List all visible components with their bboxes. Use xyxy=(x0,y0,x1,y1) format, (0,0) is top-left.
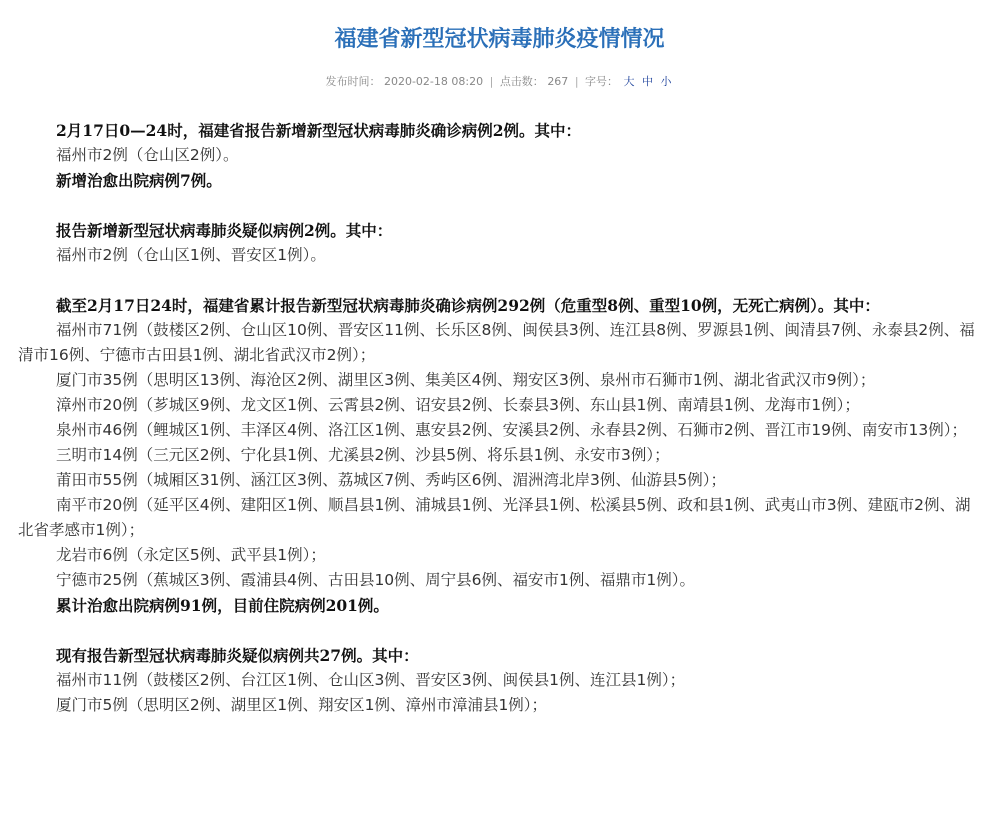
current-suspected-heading: 现有报告新型冠状病毒肺炎疑似病例共27例。其中： xyxy=(56,646,419,665)
cumulative-ningde: 宁德市25例（蕉城区3例、霞浦县4例、古田县10例、周宁县6例、福安市1例、福鼎市1例）。 xyxy=(56,571,696,589)
new-suspected-fuzhou: 福州市2例（仓山区1例、晋安区1例）。 xyxy=(56,246,326,264)
clicks-count: 267 xyxy=(547,75,569,88)
new-confirmed-fuzhou: 福州市2例（仓山区2例）。 xyxy=(56,146,239,164)
paragraph-spacer xyxy=(18,193,980,218)
current-suspected-xiamen: 厦门市5例（思明区2例、湖里区1例、翔安区1例、漳州市漳浦县1例）； xyxy=(56,696,548,714)
meta-divider: | xyxy=(489,75,494,88)
cumulative-sanming: 三明市14例（三元区2例、宁化县1例、尤溪县2例、沙县5例、将乐县1例、永安市3例）； xyxy=(56,446,670,464)
cumulative-fuzhou: 福州市71例（鼓楼区2例、仓山区10例、晋安区11例、长乐区8例、闽侯县3例、连江县8例、罗源县1例、闽清县7例、永泰县2例、福清市16例、宁德市古田县1例、湖北省武汉市2例）； xyxy=(18,321,975,364)
cumulative-longyan: 龙岩市6例（永定区5例、武平县1例）； xyxy=(56,546,326,564)
cumulative-zhangzhou: 漳州市20例（芗城区9例、龙文区1例、云霄县2例、诏安县2例、长泰县3例、东山县1例、南靖县1例、龙海市1例）； xyxy=(56,396,860,414)
article-meta xyxy=(0,73,999,89)
meta-divider: | xyxy=(574,75,579,88)
paragraph-spacer xyxy=(18,618,980,643)
article-title: 福建省新型冠状病毒肺炎疫情情况 xyxy=(334,27,665,52)
font-size-label: 字号： xyxy=(585,75,619,88)
cumulative-nanping: 南平市20例（延平区4例、建阳区1例、顺昌县1例、浦城县1例、光泽县1例、松溪县5例、政和县1例、武夷山市3例、建瓯市2例、湖北省孝感市1例）； xyxy=(18,496,971,539)
cumulative-confirmed-heading: 截至2月17日24时，福建省累计报告新型冠状病毒肺炎确诊病例292例（危重型8例、重型10例，无死亡病例）。其中： xyxy=(56,296,880,315)
publish-label: 发布时间： xyxy=(325,75,381,88)
font-size-small-link[interactable]: 小 xyxy=(660,75,672,88)
font-size-medium-link[interactable]: 中 xyxy=(642,75,654,88)
new-suspected-heading: 报告新增新型冠状病毒肺炎疑似病例2例。其中： xyxy=(56,221,393,240)
publish-time: 2020-02-18 08:20 xyxy=(383,75,484,88)
cumulative-putian: 莆田市55例（城厢区31例、涵江区3例、荔城区7例、秀屿区6例、湄洲湾北岸3例、仙游县5例）； xyxy=(56,471,727,489)
font-size-large-link[interactable]: 大 xyxy=(623,75,635,88)
new-recovered-heading: 新增治愈出院病例7例。 xyxy=(56,171,222,190)
cumulative-quanzhou: 泉州市46例（鲤城区1例、丰泽区4例、洛江区1例、惠安县2例、安溪县2例、永春县2例、石狮市2例、晋江市19例、南安市13例）； xyxy=(56,421,967,439)
new-confirmed-heading: 2月17日0—24时，福建省报告新增新型冠状病毒肺炎确诊病例2例。其中： xyxy=(56,121,581,140)
cumulative-xiamen: 厦门市35例（思明区13例、海沧区2例、湖里区3例、集美区4例、翔安区3例、泉州市石狮市1例、湖北省武汉市9例）； xyxy=(56,371,876,389)
clicks-label: 点击数： xyxy=(499,75,544,88)
cumulative-recovered-heading: 累计治愈出院病例91例，目前住院病例201例。 xyxy=(56,596,389,615)
article-body xyxy=(18,118,980,718)
paragraph-spacer xyxy=(18,268,980,293)
current-suspected-fuzhou: 福州市11例（鼓楼区2例、台江区1例、仓山区3例、晋安区3例、闽侯县1例、连江县1例）； xyxy=(56,671,686,689)
